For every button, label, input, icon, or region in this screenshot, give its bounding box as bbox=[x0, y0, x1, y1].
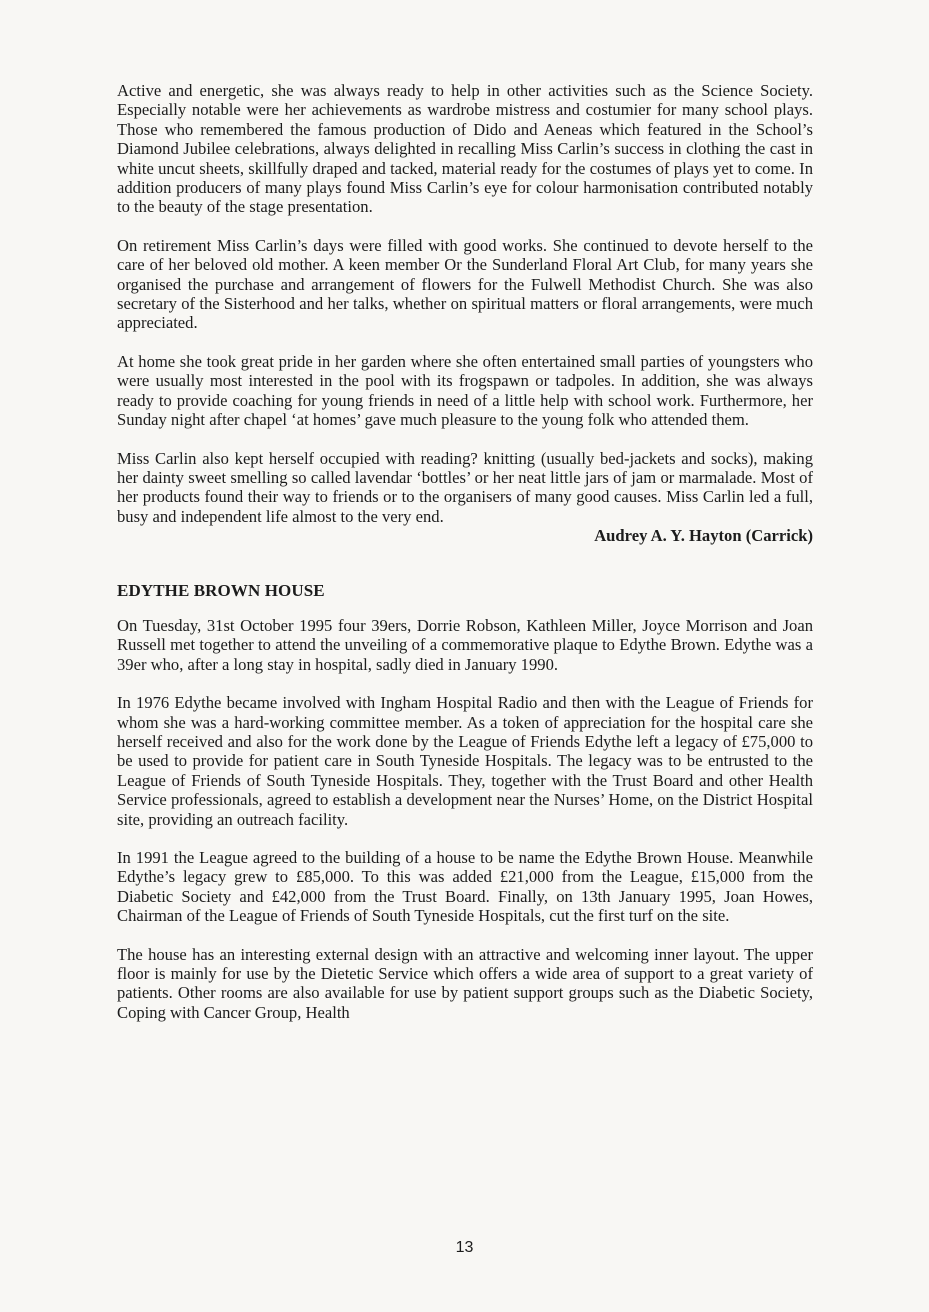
paragraph-home-garden: At home she took great pride in her garden where she often entertained small parties of youngsters who were usually most interested in the pool with its frogspawn or tadpoles. In addition, she was always ready to provide coaching for young friends in need of a little help with school work. Furthermore, her Sunday night after chapel ‘at homes’ gave much pleasure to the young folk who attended them. bbox=[117, 351, 813, 430]
page-number: 13 bbox=[455, 1239, 474, 1256]
page-content bbox=[117, 81, 813, 1022]
paragraph-house-design: The house has an interesting external design with an attractive and welcoming inner layout. The upper floor is mainly for use by the Dietetic Service which offers a wide area of support to a great variety of patients. Other rooms are also available for use by patient support groups such as the Diabetic Society, Coping with Cancer Group, Health bbox=[117, 944, 813, 1022]
paragraph-retirement: On retirement Miss Carlin’s days were filled with good works. She continued to devote herself to the care of her beloved old mother. A keen member Or the Sunderland Floral Art Club, for many years she organised the purchase and arrangement of flowers for the Fulwell Methodist Church. She was also secretary of the Sisterhood and her talks, whether on spiritual matters or floral arrangements, were much appreciated. bbox=[117, 235, 813, 333]
section-heading: EDYTHE BROWN HOUSE bbox=[117, 580, 325, 600]
author-signature: Audrey A. Y. Hayton (Carrick) bbox=[594, 526, 813, 546]
paragraph-building: In 1991 the League agreed to the building of a house to be name the Edythe Brown House. Meanwhile Edythe’s legacy grew to £85,000. To this was added £21,000 from the League, £15,000 from the Diabetic Society and £42,000 from the Trust Board. Finally, on 13th January 1995, Joan Howes, Chairman of the League of Friends of South Tyneside Hospitals, cut the first turf on the site. bbox=[117, 848, 813, 926]
paragraph-activities: Active and energetic, she was always ready to help in other activities such as the Science Society. Especially notable were her achievements as wardrobe mistress and costumier for many school plays. Those who remembered the famous production of Dido and Aeneas which featured in the School’s Diamond Jubilee celebrations, always delighted in recalling Miss Carlin’s success in clothing the cast in white uncut sheets, skillfully draped and tacked, material ready for the costumes of plays yet to come. In addition producers of many plays found Miss Carlin’s eye for colour harmonisation contributed notably to the beauty of the stage presentation. bbox=[117, 81, 813, 217]
paragraph-legacy: In 1976 Edythe became involved with Ingham Hospital Radio and then with the League of Friends for whom she was a hard-working committee member. As a token of appreciation for the hospital care she herself received and also for the work done by the League of Friends Edythe left a legacy of £75,000 to be used to provide for patient care in South Tyneside Hospitals. The legacy was to be entrusted to the League of Friends of South Tyneside Hospitals. They, together with the Trust Board and other Health Service professionals, agreed to establish a development near the Nurses’ Home, on the District Hospital site, providing an outreach facility. bbox=[117, 693, 813, 829]
paragraph-unveiling: On Tuesday, 31st October 1995 four 39ers, Dorrie Robson, Kathleen Miller, Joyce Morrison and Joan Russell met together to attend the unveiling of a commemorative plaque to Edythe Brown. Edythe was a 39er who, after a long stay in hospital, sadly died in January 1990. bbox=[117, 615, 813, 674]
paragraph-hobbies: Miss Carlin also kept herself occupied with reading? knitting (usually bed-jackets and socks), making her dainty sweet smelling so called lavendar ‘bottles’ or her neat little jars of jam or marmalade. Most of her products found their way to friends or to the organisers of many good causes. Miss Carlin led a full, busy and independent life almost to the very end. bbox=[117, 448, 813, 526]
